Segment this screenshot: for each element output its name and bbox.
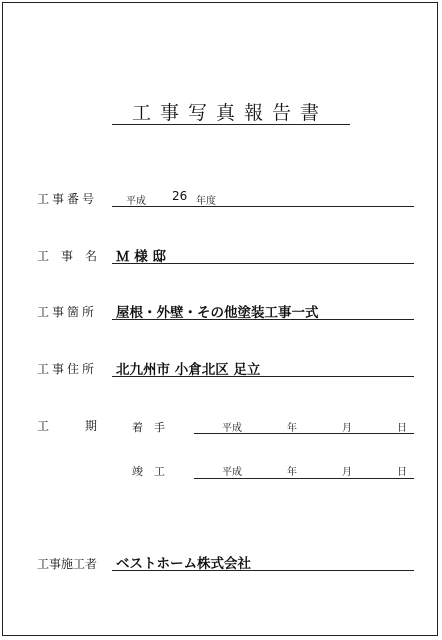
project-name-underline [112, 263, 414, 264]
project-number-era: 平成 [126, 196, 146, 207]
start-label: 着 手 [132, 421, 165, 434]
address-value: 北九州市 小倉北区 足立 [116, 362, 261, 378]
project-number-label: 工事番号 [37, 192, 98, 206]
contractor-value: ベストホーム株式会社 [116, 556, 251, 572]
document-title: 工事写真報告書 [131, 102, 328, 124]
project-name-value: Ｍ 様 邸 [116, 249, 166, 265]
address-underline [112, 376, 414, 377]
project-number-year: 26 [172, 189, 188, 203]
end-label: 竣 工 [132, 465, 165, 478]
contractor-label: 工事施工者 [37, 557, 98, 571]
work-area-underline [112, 319, 414, 320]
work-area-label: 工事箇所 [37, 305, 98, 319]
start-underline [194, 433, 414, 434]
project-name-label: 工 事 名 [37, 249, 98, 263]
contractor-underline [112, 570, 414, 571]
end-year-unit: 年 [287, 467, 297, 478]
period-label: 工 期 [37, 419, 98, 433]
end-day-unit: 日 [397, 467, 407, 478]
end-month-unit: 月 [342, 467, 352, 478]
end-underline [194, 478, 414, 479]
address-label: 工事住所 [37, 362, 98, 376]
work-area-value: 屋根・外壁・その他塗装工事一式 [116, 305, 319, 321]
project-number-suffix: 年度 [196, 196, 216, 207]
title-underline [112, 124, 350, 125]
start-era: 平成 [222, 423, 242, 434]
end-era: 平成 [222, 467, 242, 478]
start-year-unit: 年 [287, 423, 297, 434]
start-day-unit: 日 [397, 423, 407, 434]
start-month-unit: 月 [342, 423, 352, 434]
project-number-underline [112, 206, 414, 207]
